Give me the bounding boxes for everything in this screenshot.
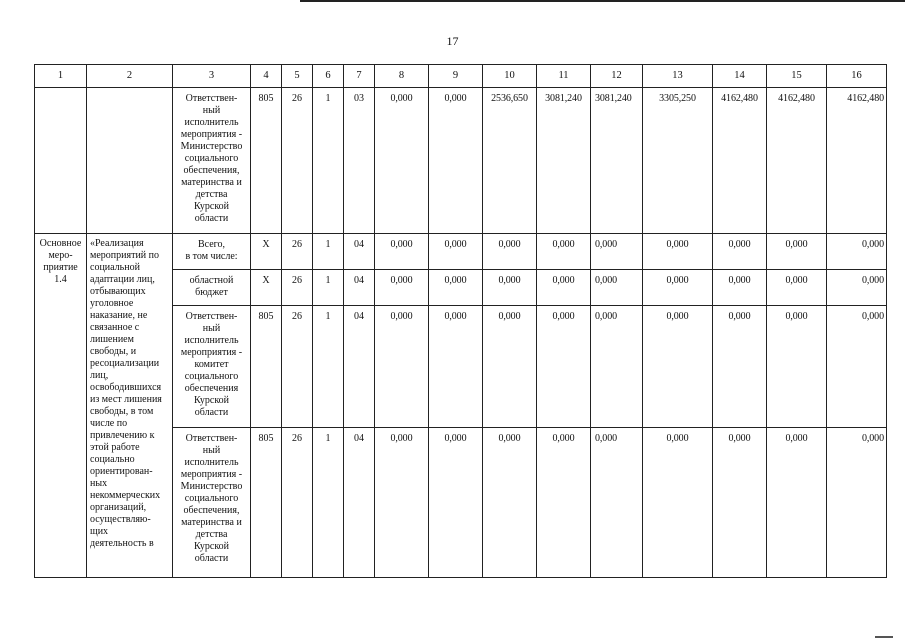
header-cell: 5 bbox=[282, 65, 313, 88]
header-cell: 16 bbox=[827, 65, 887, 88]
value-cell: 0,000 bbox=[429, 88, 483, 234]
value-cell: 0,000 bbox=[375, 270, 429, 306]
header-cell: 14 bbox=[713, 65, 767, 88]
code-cell: 1 bbox=[313, 428, 344, 578]
value-cell: 0,000 bbox=[767, 428, 827, 578]
value-cell: 0,000 bbox=[713, 234, 767, 270]
value-cell: 0,000 bbox=[537, 428, 591, 578]
code-cell: 26 bbox=[282, 306, 313, 428]
value-cell: 0,000 bbox=[827, 428, 887, 578]
value-cell: 3081,240 bbox=[537, 88, 591, 234]
page-number: 17 bbox=[446, 34, 459, 48]
header-cell: 4 bbox=[251, 65, 282, 88]
event-name-cell bbox=[87, 88, 173, 234]
value-cell: 0,000 bbox=[537, 306, 591, 428]
header-cell: 11 bbox=[537, 65, 591, 88]
code-cell: 1 bbox=[313, 306, 344, 428]
header-cell: 2 bbox=[87, 65, 173, 88]
value-cell: 0,000 bbox=[643, 270, 713, 306]
value-cell: 2536,650 bbox=[483, 88, 537, 234]
header-cell: 7 bbox=[344, 65, 375, 88]
code-cell: 805 bbox=[251, 88, 282, 234]
value-cell: 0,000 bbox=[767, 270, 827, 306]
header-cell: 1 bbox=[35, 65, 87, 88]
value-cell: 0,000 bbox=[429, 428, 483, 578]
value-cell: 0,000 bbox=[483, 306, 537, 428]
value-cell: 0,000 bbox=[827, 270, 887, 306]
value-cell: 0,000 bbox=[483, 234, 537, 270]
responsible-cell: Ответствен- ный исполнитель мероприятия - Министерство социального обеспечения, материнства и детства Курской области bbox=[173, 88, 251, 234]
event-code-cell: Основное меро- приятие 1.4 bbox=[35, 234, 87, 578]
header-cell: 15 bbox=[767, 65, 827, 88]
value-cell: 0,000 bbox=[643, 428, 713, 578]
value-cell: 0,000 bbox=[483, 270, 537, 306]
scan-mark bbox=[875, 636, 893, 638]
code-cell: Х bbox=[251, 234, 282, 270]
value-cell: 0,000 bbox=[591, 428, 643, 578]
value-cell: 0,000 bbox=[767, 234, 827, 270]
table-row bbox=[35, 234, 887, 270]
event-code-cell bbox=[35, 88, 87, 234]
code-cell: 04 bbox=[344, 234, 375, 270]
value-cell: 0,000 bbox=[591, 306, 643, 428]
value-cell: 4162,480 bbox=[767, 88, 827, 234]
value-cell: 0,000 bbox=[483, 428, 537, 578]
code-cell: 805 bbox=[251, 428, 282, 578]
code-cell: 26 bbox=[282, 234, 313, 270]
code-cell: 1 bbox=[313, 88, 344, 234]
header-cell: 10 bbox=[483, 65, 537, 88]
event-name-cell: «Реализация мероприятий по социальной адаптации лиц, отбывающих уголовное наказание, не связанное с лишением свободы, и ресоциализации лиц, освободившихся из мест лишения свободы, в том числе по привлечению к этой работе социально ориентирован- ных некоммерческих организаций, осуществляю- щих деятельность в bbox=[87, 234, 173, 578]
value-cell: 0,000 bbox=[375, 428, 429, 578]
code-cell: 1 bbox=[313, 270, 344, 306]
value-cell: 0,000 bbox=[537, 234, 591, 270]
header-cell: 9 bbox=[429, 65, 483, 88]
header-cell: 3 bbox=[173, 65, 251, 88]
responsible-cell: Ответствен- ный исполнитель мероприятия - комитет социального обеспечения Курской области bbox=[173, 306, 251, 428]
code-cell: Х bbox=[251, 270, 282, 306]
header-row bbox=[35, 65, 887, 88]
code-cell: 805 bbox=[251, 306, 282, 428]
budget-table bbox=[34, 64, 887, 578]
value-cell: 4162,480 bbox=[827, 88, 887, 234]
value-cell: 0,000 bbox=[767, 306, 827, 428]
value-cell: 0,000 bbox=[591, 234, 643, 270]
responsible-cell: областной бюджет bbox=[173, 270, 251, 306]
table-row bbox=[35, 88, 887, 234]
code-cell: 04 bbox=[344, 428, 375, 578]
top-rule bbox=[300, 0, 905, 2]
value-cell: 0,000 bbox=[375, 88, 429, 234]
value-cell: 0,000 bbox=[591, 270, 643, 306]
value-cell: 3081,240 bbox=[591, 88, 643, 234]
header-cell: 8 bbox=[375, 65, 429, 88]
value-cell: 0,000 bbox=[827, 234, 887, 270]
value-cell: 0,000 bbox=[375, 306, 429, 428]
code-cell: 26 bbox=[282, 428, 313, 578]
value-cell: 0,000 bbox=[713, 428, 767, 578]
code-cell: 04 bbox=[344, 270, 375, 306]
responsible-cell: Всего, в том числе: bbox=[173, 234, 251, 270]
value-cell: 0,000 bbox=[429, 270, 483, 306]
header-cell: 12 bbox=[591, 65, 643, 88]
value-cell: 0,000 bbox=[429, 306, 483, 428]
header-cell: 13 bbox=[643, 65, 713, 88]
value-cell: 3305,250 bbox=[643, 88, 713, 234]
value-cell: 4162,480 bbox=[713, 88, 767, 234]
value-cell: 0,000 bbox=[713, 306, 767, 428]
responsible-cell: Ответствен- ный исполнитель мероприятия - Министерство социального обеспечения, материнства и детства Курской области bbox=[173, 428, 251, 578]
value-cell: 0,000 bbox=[429, 234, 483, 270]
code-cell: 04 bbox=[344, 306, 375, 428]
value-cell: 0,000 bbox=[537, 270, 591, 306]
code-cell: 26 bbox=[282, 88, 313, 234]
code-cell: 03 bbox=[344, 88, 375, 234]
value-cell: 0,000 bbox=[713, 270, 767, 306]
value-cell: 0,000 bbox=[375, 234, 429, 270]
value-cell: 0,000 bbox=[643, 234, 713, 270]
code-cell: 1 bbox=[313, 234, 344, 270]
code-cell: 26 bbox=[282, 270, 313, 306]
value-cell: 0,000 bbox=[827, 306, 887, 428]
value-cell: 0,000 bbox=[643, 306, 713, 428]
header-cell: 6 bbox=[313, 65, 344, 88]
